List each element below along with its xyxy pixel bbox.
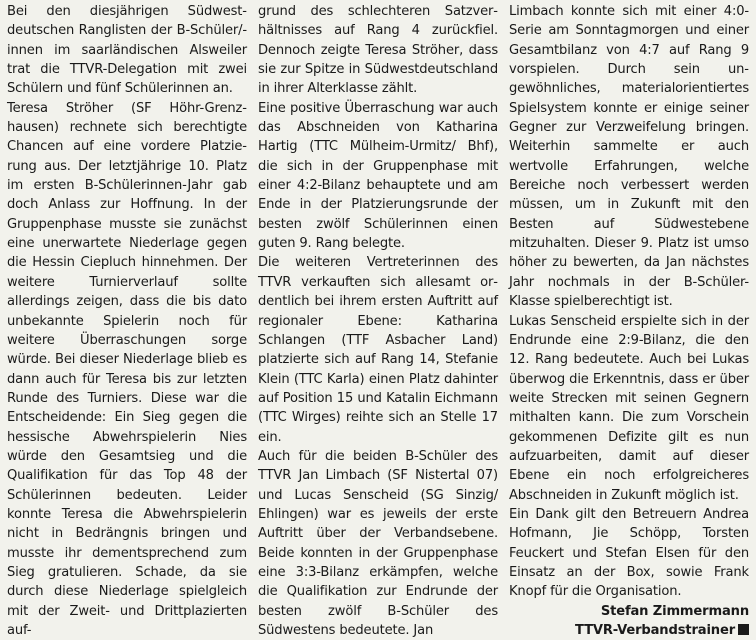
paragraph-thanks: Ein Dank gilt den Betreuern Andrea Hofmann, Jie Schöpp, Torsten Feuckert und Stefan Elsen für den Einsatz an der Box, sowie Frank Knopf für die Organisation.: [509, 506, 749, 600]
paragraph-b-schueler: Auch für die beiden B-Schüler des TTVR Jan Limbach (SF Nistertal 07) und Lucas Senscheid (SG Sinzig/ Ehlingen) war es jeweils der erste Auftritt über der Verbandsebene. Beide konnten in der Gruppenphase eine 3:3-Bilanz erkämpfen, welche die Qualifikation zur Endrunde der besten zwölf B-Schüler des Südwestens bedeutete. Jan: [258, 448, 498, 638]
article-column-2: [258, 2, 498, 638]
paragraph-other-players: Die weiteren Vertreterinnen des TTVR verkauften sich allesamt ordentlich bei ihrem ersten Auftritt auf regionaler Ebene: Katharina Schlangen (TTF Asbacher Land) platzierte sich auf Rang 14, Stefanie Klein (TTC Karla) einen Platz dahinter auf Position 15 und Katalin Eichmann (TTC Wirges) reihte sich an Stelle 17 ein.: [258, 255, 498, 445]
author-role-line: [509, 621, 749, 640]
paragraph-stroeher: Teresa Ströher (SF Höhr-Grenzhausen) rechnete sich berechtigte Chancen auf eine vordere Platzierung aus. Der letztjährige 10. Platz im ersten B-Schülerinnen-Jahr gab doch Anlass zur Hoffnung. In der Gruppenphase musste sie zunächst eine unerwartete Niederlage gegen die Hessin Ciepluch hinnehmen. Der weitere Turnierverlauf sollte allerdings zeigen, dass die bis dato unbekannte Spielerin noch für weitere Überraschungen sorge würde. Bei dieser Niederlage blieb es dann auch für Teresa bis zur letzten Runde des Turniers. Diese war die Entscheidende: Ein Sieg gegen die hessische Abwehrspielerin Nies würde den Gesamtsieg und die Qualifikation für das Top 48 der Schülerinnen bedeuten. Leider konnte Teresa die Abwehrspielerin nicht in Bedrängnis bringen und musste ihr dementsprechend zum Sieg gratulieren. Schade, da sie durch diese Niederlage spielgleich mit der Zweit- und Drittplazierten auf-: [7, 100, 247, 638]
article-column-1: [7, 2, 247, 638]
paragraph-senscheid: Lukas Senscheid erspielte sich in der Endrunde eine 2:9-Bilanz, die den 12. Rang bedeutete. Auch bei Lukas überwog die Erkenntnis, dass er über weite Strecken mit seinen Gegnern mithalten kann. Die zum Vorschein gekommenen Defizite gilt es nun aufzuarbeiten, damit auf dieser Ebene ein noch erfolgreicheres Abschneiden in Zukunft möglich ist.: [509, 313, 749, 503]
author-role: TTVR-Verbandstrainer: [574, 623, 735, 638]
end-mark-square-icon: [738, 624, 749, 635]
paragraph-limbach: Limbach konnte sich mit einer 4:0-Serie am Sonntagmorgen und einer Gesamtbilanz von 4:7 auf Rang 9 vorspielen. Durch sein ungewöhnliches, materialorientiertes Spielsystem konnte er einige seiner Gegner zur Verzweifelung bringen. Weiterhin sammelte er auch wertvolle Erfahrungen, welche Bereiche noch verbessert werden müssen, um in Zukunft mit den Besten auf Südwestebene mitzuhalten. Dieser 9. Platz ist umso höher zu bewerten, da Jan nächstes Jahr nochmals in der B-Schüler-Klasse spielberechtigt ist.: [509, 4, 749, 310]
paragraph-intro: Bei den diesjährigen Südwestdeutschen Ranglisten der B-Schüler/-innen im saarländischen Alsweiler trat die TTVR-Delegation mit zwei Schülern und fünf Schülerinnen an.: [7, 4, 247, 97]
author-name: Stefan Zimmermann: [600, 603, 749, 619]
paragraph-stroeher-continued: grund des schlechteren Satzverhältnisses auf Rang 4 zurückfiel. Dennoch zeigte Teresa Ströher, dass sie zur Spitze in Südwestdeutschland in ihrer Alterklasse zählt.: [258, 4, 498, 97]
article-column-3: [509, 2, 749, 638]
paragraph-hartig: Eine positive Überraschung war auch das Abschneiden von Katharina Hartig (TTC Mülheim-Urmitz/ Bhf), die sich in der Gruppenphase mit einer 4:2-Bilanz behauptete und am Ende in der Platzierungsrunde der besten zwölf Schülerinnen einen guten 9. Rang belegte.: [258, 100, 498, 252]
